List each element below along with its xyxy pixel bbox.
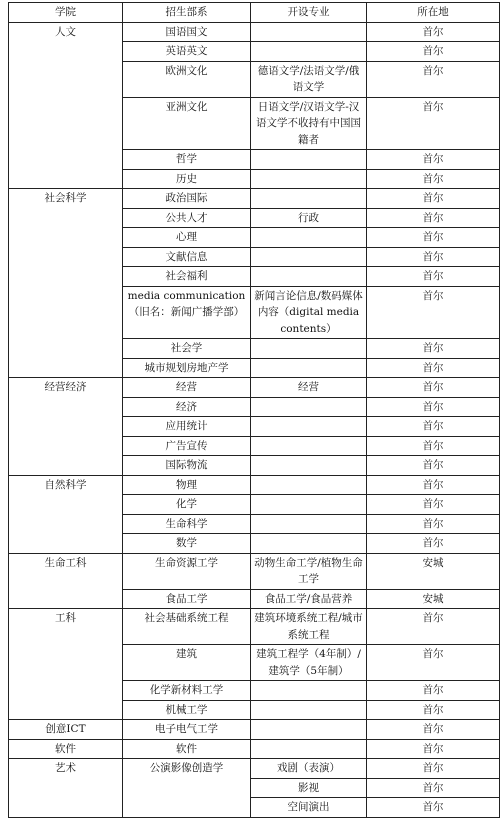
major-cell: 戏剧（表演） (251, 759, 367, 779)
department-cell: 心理 (123, 228, 251, 248)
department-cell: media communication（旧名：新闻广播学部） (123, 286, 251, 339)
table-row (9, 189, 500, 209)
major-cell (251, 720, 367, 740)
department-cell: 公共人才 (123, 208, 251, 228)
location-cell: 首尔 (367, 534, 500, 554)
major-cell (251, 495, 367, 515)
department-cell: 社会学 (123, 339, 251, 359)
location-cell: 首尔 (367, 456, 500, 476)
department-cell: 生命资源工学 (123, 553, 251, 589)
major-cell (251, 417, 367, 437)
major-cell: 影视 (251, 778, 367, 798)
major-cell (251, 228, 367, 248)
table-row (9, 22, 500, 42)
major-cell: 动物生命工学/植物生命工学 (251, 553, 367, 589)
location-cell: 首尔 (367, 609, 500, 645)
college-cell: 社会科学 (9, 189, 123, 378)
major-cell (251, 397, 367, 417)
location-cell: 首尔 (367, 417, 500, 437)
major-cell (251, 514, 367, 534)
location-cell: 首尔 (367, 150, 500, 170)
department-cell: 电子电气工学 (123, 720, 251, 740)
location-cell: 首尔 (367, 495, 500, 515)
location-cell: 首尔 (367, 700, 500, 720)
location-cell: 首尔 (367, 645, 500, 681)
location-cell: 首尔 (367, 228, 500, 248)
location-cell: 首尔 (367, 778, 500, 798)
college-cell: 经营经济 (9, 378, 123, 476)
major-cell (251, 681, 367, 701)
department-cell: 软件 (123, 739, 251, 759)
location-cell: 首尔 (367, 22, 500, 42)
major-cell (251, 247, 367, 267)
major-cell: 食品工学/食品营养 (251, 589, 367, 609)
location-cell: 首尔 (367, 681, 500, 701)
department-cell: 国际物流 (123, 456, 251, 476)
location-cell: 首尔 (367, 208, 500, 228)
department-cell: 化学新材料工学 (123, 681, 251, 701)
department-cell: 经营 (123, 378, 251, 398)
department-cell: 机械工学 (123, 700, 251, 720)
location-cell: 首尔 (367, 169, 500, 189)
table-row (9, 553, 500, 589)
header-college: 学院 (9, 3, 123, 23)
department-cell: 城市规划房地产学 (123, 358, 251, 378)
department-cell: 经济 (123, 397, 251, 417)
header-department: 招生部系 (123, 3, 251, 23)
college-cell: 艺术 (9, 759, 123, 818)
table-row (9, 378, 500, 398)
major-cell (251, 358, 367, 378)
department-cell: 国语国文 (123, 22, 251, 42)
college-cell: 生命工科 (9, 553, 123, 609)
major-cell (251, 456, 367, 476)
college-cell: 创意ICT (9, 720, 123, 740)
location-cell: 首尔 (367, 397, 500, 417)
major-cell: 日语文学/汉语文学-汉语文学不收持有中国国籍者 (251, 97, 367, 150)
header-major: 开设专业 (251, 3, 367, 23)
department-cell: 社会基础系统工程 (123, 609, 251, 645)
department-cell: 建筑 (123, 645, 251, 681)
location-cell: 首尔 (367, 436, 500, 456)
location-cell: 首尔 (367, 759, 500, 779)
department-cell: 欧洲文化 (123, 61, 251, 97)
college-cell: 软件 (9, 739, 123, 759)
college-cell: 人文 (9, 22, 123, 189)
department-cell: 社会福利 (123, 267, 251, 287)
location-cell: 首尔 (367, 286, 500, 339)
department-cell: 文献信息 (123, 247, 251, 267)
location-cell: 首尔 (367, 798, 500, 818)
major-cell: 新闻言论信息/数码媒体内容（digital media contents） (251, 286, 367, 339)
major-cell: 空间演出 (251, 798, 367, 818)
major-cell: 行政 (251, 208, 367, 228)
location-cell: 首尔 (367, 339, 500, 359)
location-cell: 首尔 (367, 378, 500, 398)
department-cell: 亚洲文化 (123, 97, 251, 150)
major-cell (251, 700, 367, 720)
major-cell: 经营 (251, 378, 367, 398)
college-cell: 工科 (9, 609, 123, 720)
location-cell: 首尔 (367, 267, 500, 287)
department-cell: 数学 (123, 534, 251, 554)
department-cell: 公演影像创造学 (123, 759, 251, 818)
table-row (9, 739, 500, 759)
department-cell: 政治国际 (123, 189, 251, 209)
table-row (9, 759, 500, 779)
department-cell: 广告宣传 (123, 436, 251, 456)
major-cell (251, 22, 367, 42)
admissions-table (8, 2, 500, 818)
location-cell: 首尔 (367, 61, 500, 97)
major-cell (251, 436, 367, 456)
location-cell: 首尔 (367, 97, 500, 150)
major-cell (251, 189, 367, 209)
major-cell: 建筑工程学（4年制）/建筑学（5年制） (251, 645, 367, 681)
location-cell: 首尔 (367, 42, 500, 62)
department-cell: 应用统计 (123, 417, 251, 437)
department-cell: 化学 (123, 495, 251, 515)
major-cell: 德语文学/法语文学/俄语文学 (251, 61, 367, 97)
location-cell: 首尔 (367, 475, 500, 495)
major-cell (251, 150, 367, 170)
location-cell: 首尔 (367, 739, 500, 759)
major-cell (251, 42, 367, 62)
location-cell: 首尔 (367, 358, 500, 378)
department-cell: 食品工学 (123, 589, 251, 609)
major-cell (251, 267, 367, 287)
table-row (9, 720, 500, 740)
location-cell: 首尔 (367, 189, 500, 209)
department-cell: 历史 (123, 169, 251, 189)
college-cell: 自然科学 (9, 475, 123, 553)
department-cell: 物理 (123, 475, 251, 495)
major-cell (251, 169, 367, 189)
location-cell: 安城 (367, 589, 500, 609)
location-cell: 首尔 (367, 514, 500, 534)
major-cell (251, 534, 367, 554)
location-cell: 首尔 (367, 720, 500, 740)
department-cell: 英语英文 (123, 42, 251, 62)
header-location: 所在地 (367, 3, 500, 23)
table-row (9, 609, 500, 645)
major-cell (251, 739, 367, 759)
department-cell: 哲学 (123, 150, 251, 170)
major-cell (251, 339, 367, 359)
major-cell (251, 475, 367, 495)
table-row (9, 475, 500, 495)
location-cell: 安城 (367, 553, 500, 589)
table-body (9, 22, 500, 817)
location-cell: 首尔 (367, 247, 500, 267)
header-row (9, 3, 500, 23)
department-cell: 生命科学 (123, 514, 251, 534)
major-cell: 建筑环境系统工程/城市系统工程 (251, 609, 367, 645)
